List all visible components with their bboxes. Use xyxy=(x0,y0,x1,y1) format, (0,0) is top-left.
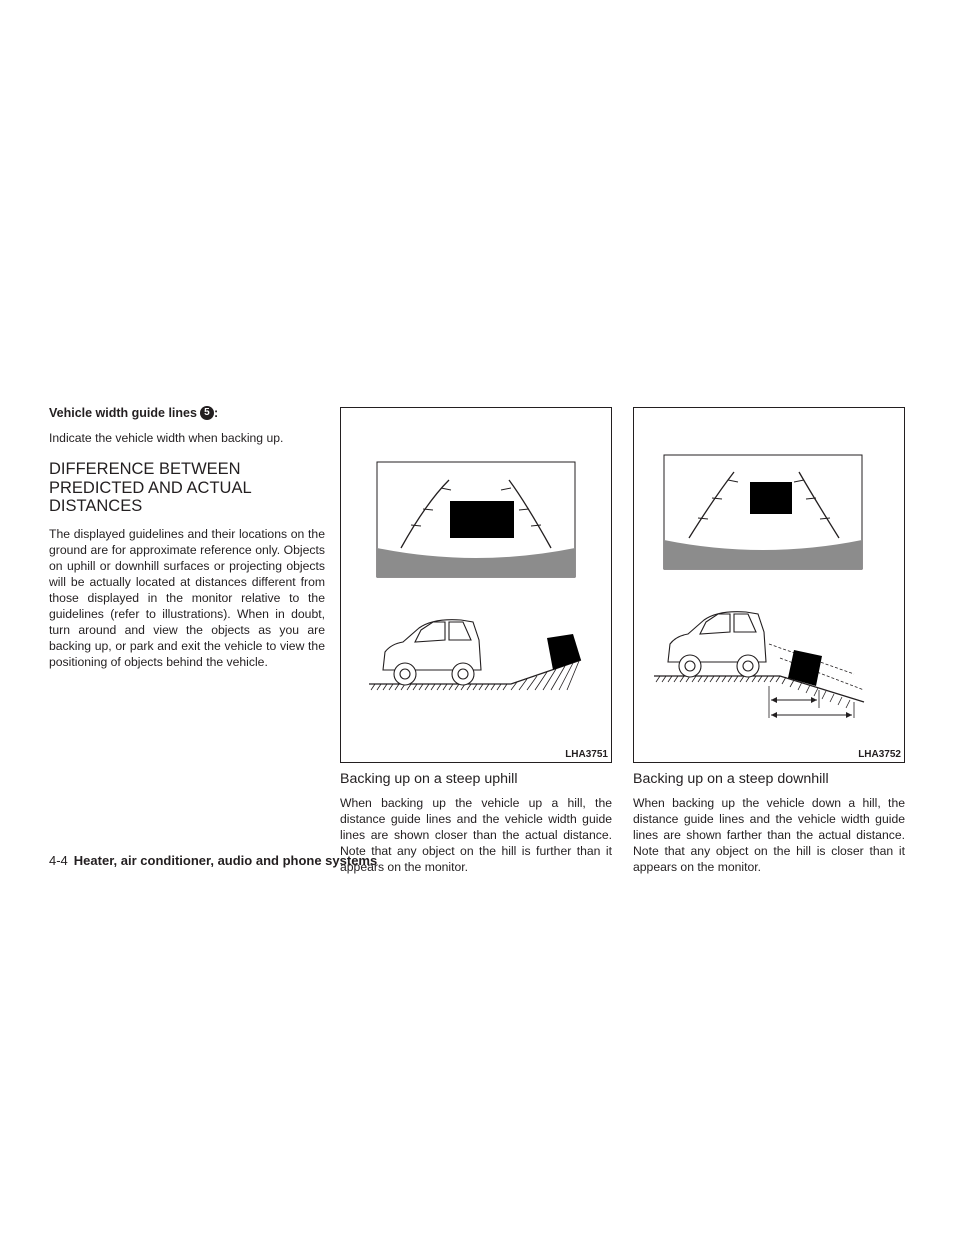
car xyxy=(668,612,766,677)
left-column xyxy=(49,406,325,670)
downhill-caption-title: Backing up on a steep downhill xyxy=(633,771,829,787)
figure-code-downhill: LHA3752 xyxy=(858,749,901,760)
subheading-text: Indicate the vehicle width when backing up. xyxy=(49,431,284,445)
car xyxy=(383,620,481,685)
page-footer xyxy=(49,853,377,868)
uphill-illustration xyxy=(340,407,612,763)
downhill-caption xyxy=(633,771,905,875)
subheading-suffix: : xyxy=(213,406,219,420)
uphill-caption-title: Backing up on a steep uphill xyxy=(340,771,518,787)
ground-hatch xyxy=(656,676,850,708)
uphill-caption-body: When backing up the vehicle up a hill, the distance guide lines and the vehicle width guide lines are shown closer than the actual distance. Note that any object on the hill is further than it appears on the monitor. xyxy=(340,796,612,874)
page-number: 4-4 xyxy=(49,853,68,868)
uphill-caption xyxy=(340,771,612,875)
downhill-caption-body: When backing up the vehicle down a hill, the distance guide lines and the vehicle width guide lines are shown farther than the actual distance. Note that any object on the hill is closer than it appears on the monitor. xyxy=(633,796,905,874)
chapter-title: Heater, air conditioner, audio and phone systems xyxy=(73,853,378,868)
subheading xyxy=(49,406,325,420)
subheading-label: Vehicle width guide lines xyxy=(49,406,197,420)
downhill-illustration-drawing xyxy=(634,408,904,762)
circled-number-marker: 5 xyxy=(200,406,214,420)
section-body: The displayed guidelines and their locations on the ground are for approximate reference only. Objects on uphill or downhill surfaces or projecting objects will be actually located at distances different from those displayed in the monitor relative to the guidelines (refer to illustrations). When in doubt, turn around and view the objects as you are backing up, or park and exit the vehicle to view the positioning of objects behind the vehicle. xyxy=(49,526,325,669)
monitor-object xyxy=(750,482,792,514)
uphill-illustration-drawing xyxy=(341,408,611,762)
figure-code-uphill: LHA3751 xyxy=(565,749,608,760)
downhill-illustration xyxy=(633,407,905,763)
section-title: DIFFERENCE BETWEEN PREDICTED AND ACTUAL DISTANCES xyxy=(49,460,252,515)
monitor-object xyxy=(450,501,514,538)
